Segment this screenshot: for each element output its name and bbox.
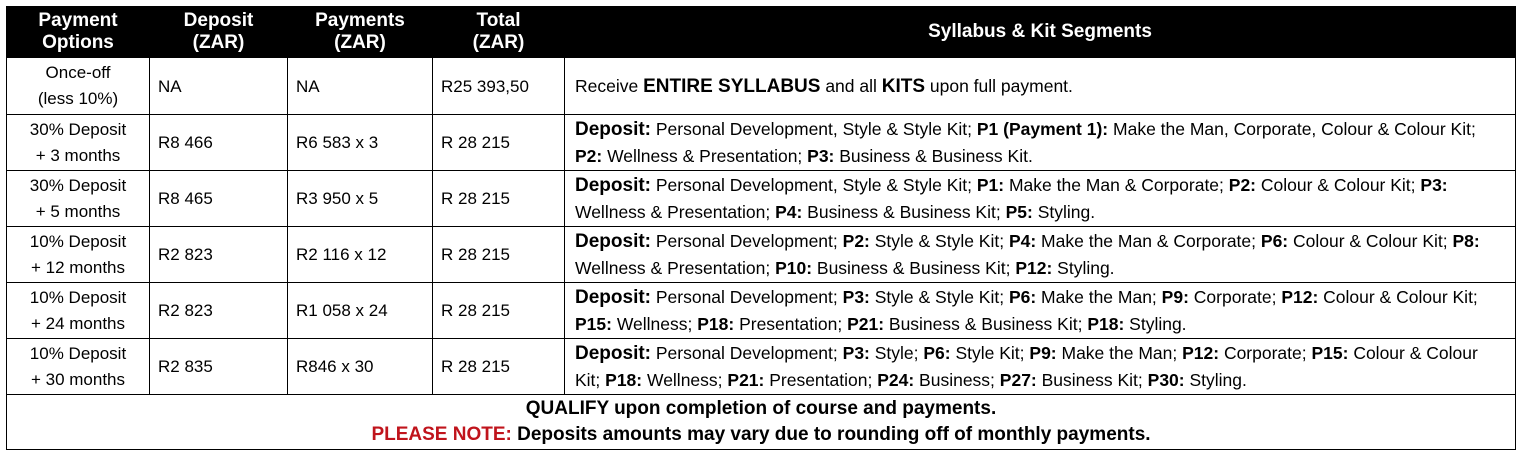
segment-label: P21: bbox=[847, 313, 885, 334]
note-text: Deposits amounts may vary due to rounding off of monthly payments. bbox=[511, 424, 1151, 445]
table-row bbox=[7, 227, 1516, 283]
deposit-cell: R8 465 bbox=[150, 171, 288, 227]
payments-cell: R846 x 30 bbox=[288, 339, 433, 395]
segment-label: P18: bbox=[697, 313, 735, 334]
segments-cell: Receive ENTIRE SYLLABUS and all KITS upon full payment. bbox=[565, 58, 1516, 115]
segment-label: P6: bbox=[923, 342, 951, 363]
segment-text: Corporate; bbox=[1188, 286, 1282, 307]
segment-text: Business; bbox=[914, 369, 1000, 390]
table-row bbox=[7, 339, 1516, 395]
segment-text: Colour & Colour Kit; bbox=[1256, 174, 1421, 195]
segment-text: Business & Business Kit; bbox=[802, 201, 1006, 222]
segment-label: P6: bbox=[1008, 286, 1037, 307]
total-cell: R 28 215 bbox=[433, 339, 565, 395]
segment-text: Colour & Colour Kit; bbox=[1288, 230, 1453, 251]
segment-text: Wellness & Presentation; bbox=[575, 257, 776, 278]
segment-text: Business & Business Kit. bbox=[834, 145, 1033, 166]
payment-options-table bbox=[6, 6, 1516, 450]
payments-cell: R1 058 x 24 bbox=[288, 283, 433, 339]
segment-label: Deposit: bbox=[575, 230, 651, 252]
deposit-cell: R8 466 bbox=[150, 115, 288, 171]
payments-cell: R3 950 x 5 bbox=[288, 171, 433, 227]
segment-label: P27: bbox=[999, 369, 1037, 390]
segment-label: P12: bbox=[1015, 257, 1053, 278]
segment-label: P21: bbox=[727, 369, 765, 390]
segment-label: P5: bbox=[1005, 201, 1033, 222]
segment-label: P4: bbox=[775, 201, 803, 222]
payment-options-table-wrapper bbox=[6, 6, 1515, 450]
segment-text: Style; bbox=[869, 342, 924, 363]
segment-text: Wellness; bbox=[642, 369, 728, 390]
table-header bbox=[7, 7, 1516, 58]
segment-text: Styling. bbox=[1184, 369, 1247, 390]
payments-cell: R2 116 x 12 bbox=[288, 227, 433, 283]
total-cell: R25 393,50 bbox=[433, 58, 565, 115]
segment-text: Wellness & Presentation; bbox=[575, 201, 776, 222]
segment-text: Corporate; bbox=[1219, 342, 1312, 363]
segment-label: Deposit: bbox=[575, 174, 651, 196]
segment-label: P4: bbox=[1008, 230, 1037, 251]
segment-label: P18: bbox=[1087, 313, 1125, 334]
segment-label: P3: bbox=[807, 145, 835, 166]
footer-cell bbox=[7, 395, 1516, 450]
segment-text: Styling. bbox=[1052, 257, 1115, 278]
total-cell: R 28 215 bbox=[433, 227, 565, 283]
table-row bbox=[7, 283, 1516, 339]
total-cell: R 28 215 bbox=[433, 283, 565, 339]
segment-label: Deposit: bbox=[575, 286, 651, 308]
deposit-cell: R2 823 bbox=[150, 227, 288, 283]
segment-label: P6: bbox=[1260, 230, 1289, 251]
option-cell: Once-off (less 10%) bbox=[7, 58, 150, 115]
segment-text: Style Kit; bbox=[950, 342, 1030, 363]
table-row bbox=[7, 115, 1516, 171]
segment-label: Deposit: bbox=[575, 342, 651, 364]
segment-label: P12: bbox=[1182, 342, 1220, 363]
payments-cell: NA bbox=[288, 58, 433, 115]
segment-label: P15: bbox=[1311, 342, 1349, 363]
segment-text: Presentation; bbox=[764, 369, 878, 390]
option-cell: 10% Deposit + 30 months bbox=[7, 339, 150, 395]
segment-text: Styling. bbox=[1124, 313, 1187, 334]
segment-label: P12: bbox=[1281, 286, 1319, 307]
segment-text: Colour & Colour Kit; bbox=[575, 342, 1478, 390]
table-body bbox=[7, 58, 1516, 395]
deposit-cell: R2 835 bbox=[150, 339, 288, 395]
segment-text: Business & Business Kit; bbox=[884, 313, 1088, 334]
segment-text: Presentation; bbox=[734, 313, 848, 334]
option-cell: 30% Deposit + 3 months bbox=[7, 115, 150, 171]
option-cell: 30% Deposit + 5 months bbox=[7, 171, 150, 227]
segment-label: P9: bbox=[1161, 286, 1189, 307]
footer-row bbox=[7, 395, 1516, 450]
segment-label: Deposit: bbox=[575, 118, 651, 140]
header-payment-options: Payment Options bbox=[7, 7, 150, 58]
segments-cell bbox=[565, 339, 1516, 395]
segment-label: P10: bbox=[775, 257, 813, 278]
segment-text: Business & Business Kit; bbox=[812, 257, 1016, 278]
segment-text: Style & Style Kit; bbox=[869, 286, 1009, 307]
table-row bbox=[7, 58, 1516, 115]
option-cell: 10% Deposit + 12 months bbox=[7, 227, 150, 283]
segment-text: Personal Development; bbox=[651, 230, 843, 251]
deposit-cell: NA bbox=[150, 58, 288, 115]
qualify-text: QUALIFY upon completion of course and payments. bbox=[525, 398, 997, 419]
segment-text: Styling. bbox=[1032, 201, 1096, 222]
segment-label: P8: bbox=[1452, 230, 1480, 251]
segment-label: P9: bbox=[1029, 342, 1057, 363]
option-cell: 10% Deposit + 24 months bbox=[7, 283, 150, 339]
segment-text: Style & Style Kit; bbox=[869, 230, 1009, 251]
segment-label: P3: bbox=[842, 342, 870, 363]
segment-label: P15: bbox=[575, 313, 612, 334]
total-cell: R 28 215 bbox=[433, 171, 565, 227]
header-row bbox=[7, 7, 1516, 58]
header-syllabus-kit-segments: Syllabus & Kit Segments bbox=[565, 7, 1516, 58]
note-line bbox=[7, 422, 1515, 448]
segment-label: P2: bbox=[575, 145, 603, 166]
segment-text: Personal Development; bbox=[651, 342, 843, 363]
segment-label: P30: bbox=[1147, 369, 1185, 390]
segment-text: Wellness & Presentation; bbox=[602, 145, 808, 166]
header-payments: Payments (ZAR) bbox=[288, 7, 433, 58]
segment-label: P1 (Payment 1): bbox=[976, 118, 1109, 139]
segments-cell bbox=[565, 227, 1516, 283]
header-total: Total (ZAR) bbox=[433, 7, 565, 58]
segment-text: Make the Man & Corporate; bbox=[1004, 174, 1229, 195]
segment-label: P18: bbox=[605, 369, 643, 390]
segment-text: Make the Man, Corporate, Colour & Colour Kit; bbox=[1108, 118, 1476, 139]
header-deposit: Deposit (ZAR) bbox=[150, 7, 288, 58]
segment-text: Wellness; bbox=[611, 313, 698, 334]
segment-label: P1: bbox=[976, 174, 1005, 195]
segment-text: Colour & Colour Kit; bbox=[1318, 286, 1478, 307]
total-cell: R 28 215 bbox=[433, 115, 565, 171]
segment-label: P2: bbox=[1228, 174, 1257, 195]
table-row bbox=[7, 171, 1516, 227]
segment-text: Business Kit; bbox=[1036, 369, 1148, 390]
segment-text: Personal Development; bbox=[651, 286, 843, 307]
table-footer bbox=[7, 395, 1516, 450]
segment-text: Make the Man; bbox=[1036, 286, 1162, 307]
note-label: PLEASE NOTE: bbox=[371, 424, 512, 445]
deposit-cell: R2 823 bbox=[150, 283, 288, 339]
segment-text: Personal Development, Style & Style Kit; bbox=[651, 174, 977, 195]
segments-cell bbox=[565, 171, 1516, 227]
segment-label: P3: bbox=[1420, 174, 1448, 195]
segment-text: Make the Man & Corporate; bbox=[1036, 230, 1261, 251]
segment-label: P24: bbox=[877, 369, 915, 390]
payments-cell: R6 583 x 3 bbox=[288, 115, 433, 171]
segment-label: P3: bbox=[842, 286, 870, 307]
segments-cell bbox=[565, 115, 1516, 171]
segment-text: Personal Development, Style & Style Kit; bbox=[651, 118, 977, 139]
segment-label: P2: bbox=[842, 230, 870, 251]
segment-text: Make the Man; bbox=[1056, 342, 1183, 363]
segments-cell bbox=[565, 283, 1516, 339]
